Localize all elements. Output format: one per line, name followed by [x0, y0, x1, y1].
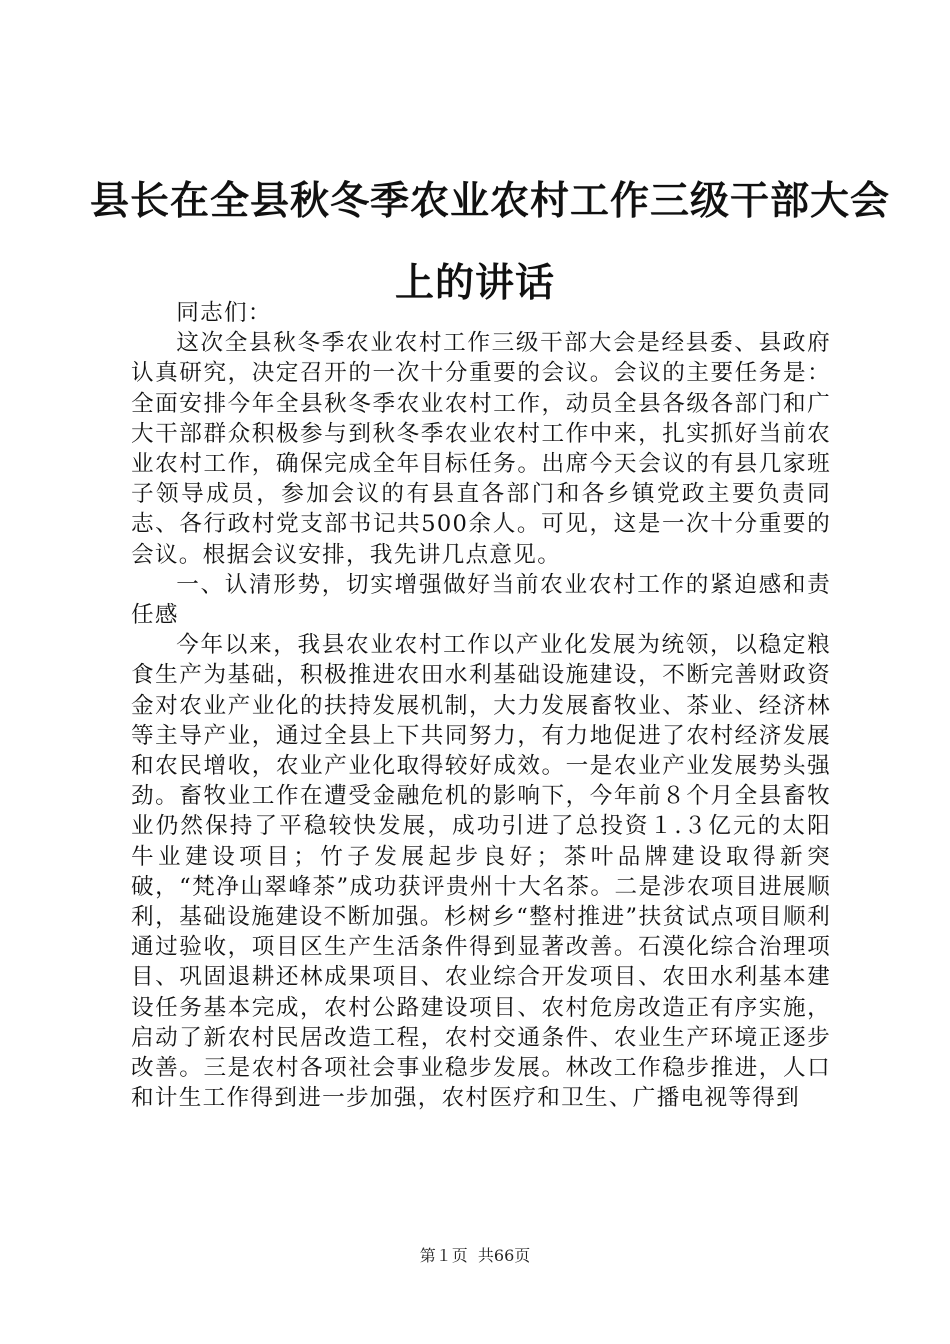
page-number: 第１页 共66页 — [419, 1246, 531, 1265]
paragraph-intro: 这次全县秋冬季农业农村工作三级干部大会是经县委、县政府认真研究，决定召开的一次十分重要的会议。会议的主要任务是：全面安排今年全县秋冬季农业农村工作，动员全县各级各部门和广大干部群众积极参与到秋冬季农业农村工作中来，扎实抓好当前农业农村工作，确保完成全年目标任务。出席今天会议的有县几家班子领导成员，参加会议的有县直各部门和各乡镇党政主要负责同志、各行政村党支部书记共500余人。可见，这是一次十分重要的会议。根据会议安排，我先讲几点意见。 — [131, 330, 831, 568]
title-line-2: 上的讲话 — [394, 260, 555, 306]
title-line-1: 县长在全县秋冬季农业农村工作三级干部大会 — [90, 178, 891, 224]
paragraph-situation: 今年以来，我县农业农村工作以产业化发展为统领，以稳定粮食生产为基础，积极推进农田水利基础设施建设，不断完善财政资金对农业产业化的扶持发展机制，大力发展畜牧业、茶业、经济林等主导产业，通过全县上下共同努力，有力地促进了农村经济发展和农民增收，农业产业化取得较好成效。一是农业产业发展势头强劲。畜牧业工作在遭受金融危机的影响下，今年前８个月全县畜牧业仍然保持了平稳较快发展，成功引进了总投资１.３亿元的太阳牛业建设项目；竹子发展起步良好；茶叶品牌建设取得新突破，“梵净山翠峰茶”成功获评贵州十大名茶。二是涉农项目进展顺利，基础设施建设不断加强。杉树乡“整村推进”扶贫试点项目顺利通过验收，项目区生产生活条件得到显著改善。石漠化综合治理项目、巩固退耕还林成果项目、农业综合开发项目、农田水利基本建设任务基本完成，农村公路建设项目、农村危房改造正有序实施，启动了新农村民居改造工程，农村交通条件、农业生产环境正逐步改善。三是农村各项社会事业稳步发展。林改工作稳步推进，人口和计生工作得到进一步加强，农村医疗和卫生、广播电视等得到 — [131, 632, 831, 1112]
section-heading-1: 一、认清形势，切实增强做好当前农业农村工作的紧迫感和责任感 — [131, 571, 831, 629]
page-footer — [0, 1243, 950, 1266]
salutation: 同志们： — [176, 300, 272, 326]
document-body — [131, 298, 831, 1113]
